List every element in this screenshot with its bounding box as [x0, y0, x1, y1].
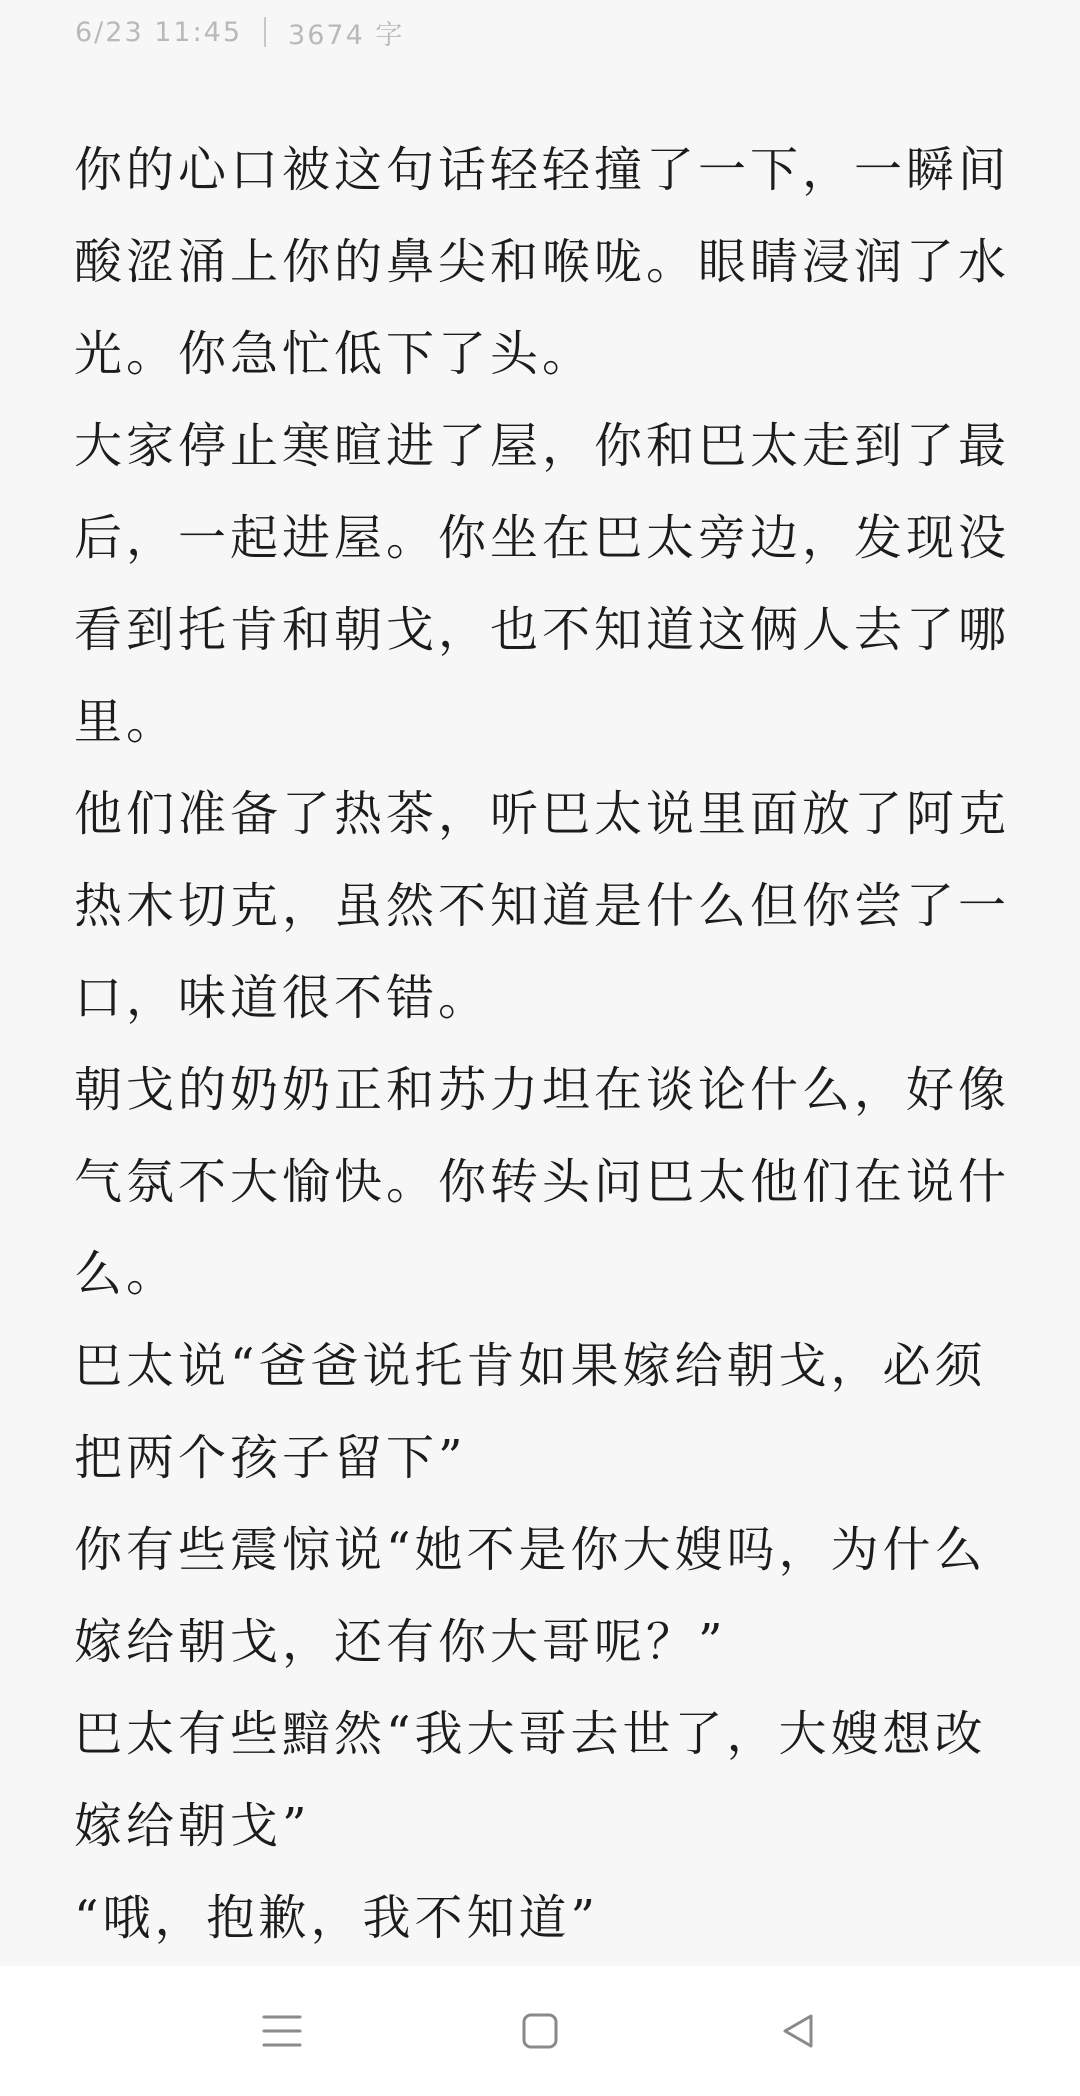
paragraph: 巴太有些黯然“我大哥去世了，大嫂想改嫁给朝戈” — [74, 1706, 987, 1854]
menu-button[interactable] — [247, 1996, 317, 2066]
paragraph: 朝戈的奶奶正和苏力坦在谈论什么，好像气氛不大愉快。你转头问巴太他们在说什么。 — [74, 1062, 1011, 1302]
paragraph: 他们准备了热茶，听巴太说里面放了阿克热木切克，虽然不知道是什么但你尝了一口，味道很不错。 — [74, 786, 1011, 1026]
home-button[interactable] — [505, 1996, 575, 2066]
note-date-time: 6/23 11:45 — [75, 16, 243, 48]
system-navigation-bar — [0, 1966, 1080, 2096]
note-body[interactable] — [74, 124, 1014, 1964]
note-word-count: 3674 字 — [288, 19, 405, 51]
menu-icon — [260, 2011, 304, 2051]
paragraph: “哦，抱歉，我不知道” — [74, 1890, 600, 1946]
note-meta — [75, 12, 404, 52]
paragraph: 你的心口被这句话轻轻撞了一下，一瞬间酸涩涌上你的鼻尖和喉咙。眼睛浸润了水光。你急忙低下了头。 — [74, 142, 1011, 382]
back-triangle-icon — [778, 2011, 818, 2051]
meta-divider — [264, 17, 266, 47]
paragraph: 巴太说“爸爸说托肯如果嫁给朝戈，必须把两个孩子留下” — [74, 1338, 987, 1486]
back-button[interactable] — [763, 1996, 833, 2066]
home-square-icon — [520, 2011, 560, 2051]
paragraph: 你有些震惊说“她不是你大嫂吗，为什么嫁给朝戈，还有你大哥呢？” — [74, 1522, 987, 1670]
paragraph: 大家停止寒暄进了屋，你和巴太走到了最后，一起进屋。你坐在巴太旁边，发现没看到托肯和朝戈，也不知道这俩人去了哪里。 — [74, 418, 1011, 750]
